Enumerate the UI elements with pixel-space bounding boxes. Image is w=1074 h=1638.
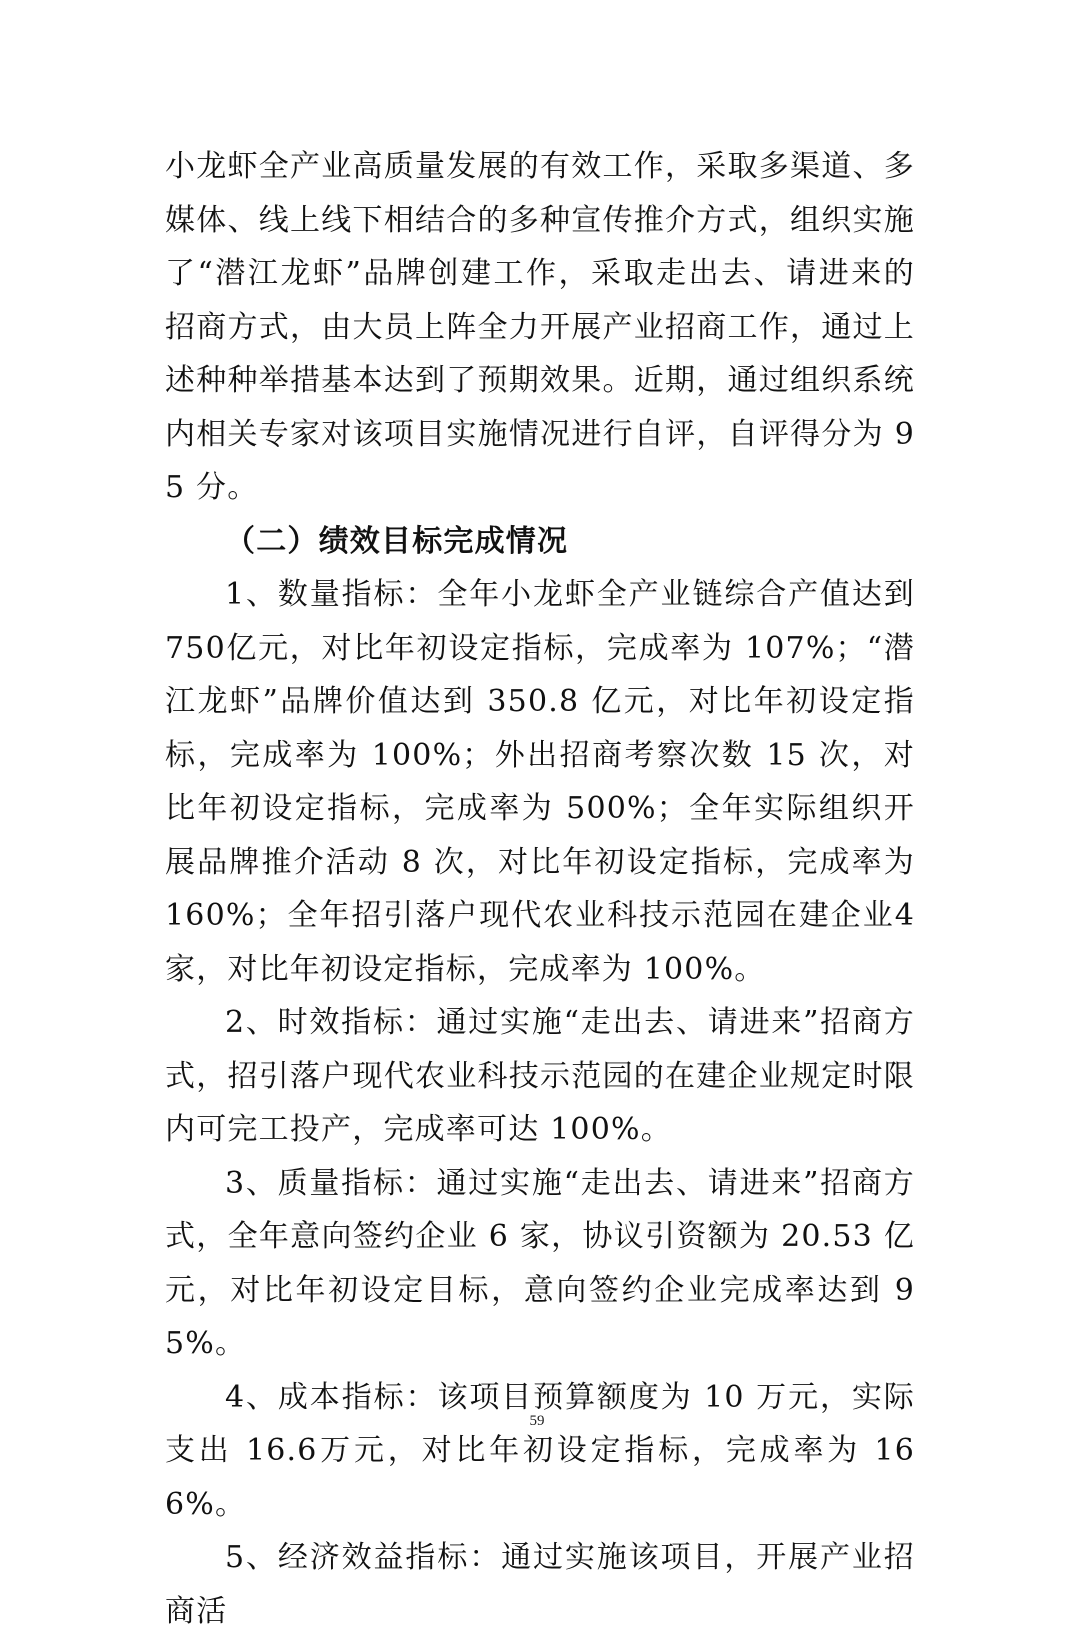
paragraph-intro: 小龙虾全产业高质量发展的有效工作，采取多渠道、多媒体、线上线下相结合的多种宣传推介方式，组织实施了“潜江龙虾”品牌创建工作，采取走出去、请进来的招商方式，由大员上阵全力开展产业招商工作，通过上述种种举措基本达到了预期效果。近期，通过组织系统内相关专家对该项目实施情况进行自评，自评得分为 95 分。 xyxy=(165,149,915,505)
item-quality-indicator: 3、质量指标：通过实施“走出去、请进来”招商方式，全年意向签约企业 6 家，协议引资额为 20.53 亿元，对比年初设定目标，意向签约企业完成率达到 95%。 xyxy=(165,1165,915,1361)
item-economic-benefit-indicator: 5、经济效益指标：通过实施该项目，开展产业招商活 xyxy=(165,1540,915,1629)
item-timeliness-indicator: 2、时效指标：通过实施“走出去、请进来”招商方式，招引落户现代农业科技示范园的在建企业规定时限内可完工投产，完成率可达 100%。 xyxy=(165,1005,915,1147)
page-number: 59 xyxy=(529,1413,545,1429)
section-heading: （二）绩效目标完成情况 xyxy=(225,523,569,559)
item-quantity-indicator: 1、数量指标：全年小龙虾全产业链综合产值达到 750亿元，对比年初设定指标，完成率为 107%；“潜江龙虾”品牌价值达到 350.8 亿元，对比年初设定指标，完成率为 100%；外出招商考察次数 15 次，对比年初设定指标，完成率为 500%；全年实际组织开展品牌推介活动 8 次，对比年初设定指标，完成率为 160%；全年招引落户现代农业科技示范园在建企业4 家，对比年初设定指标，完成率为 100%。 xyxy=(165,577,915,987)
item-cost-indicator: 4、成本指标：该项目预算额度为 10 万元，实际支出 16.6万元，对比年初设定指标，完成率为 166%。 xyxy=(165,1379,915,1522)
